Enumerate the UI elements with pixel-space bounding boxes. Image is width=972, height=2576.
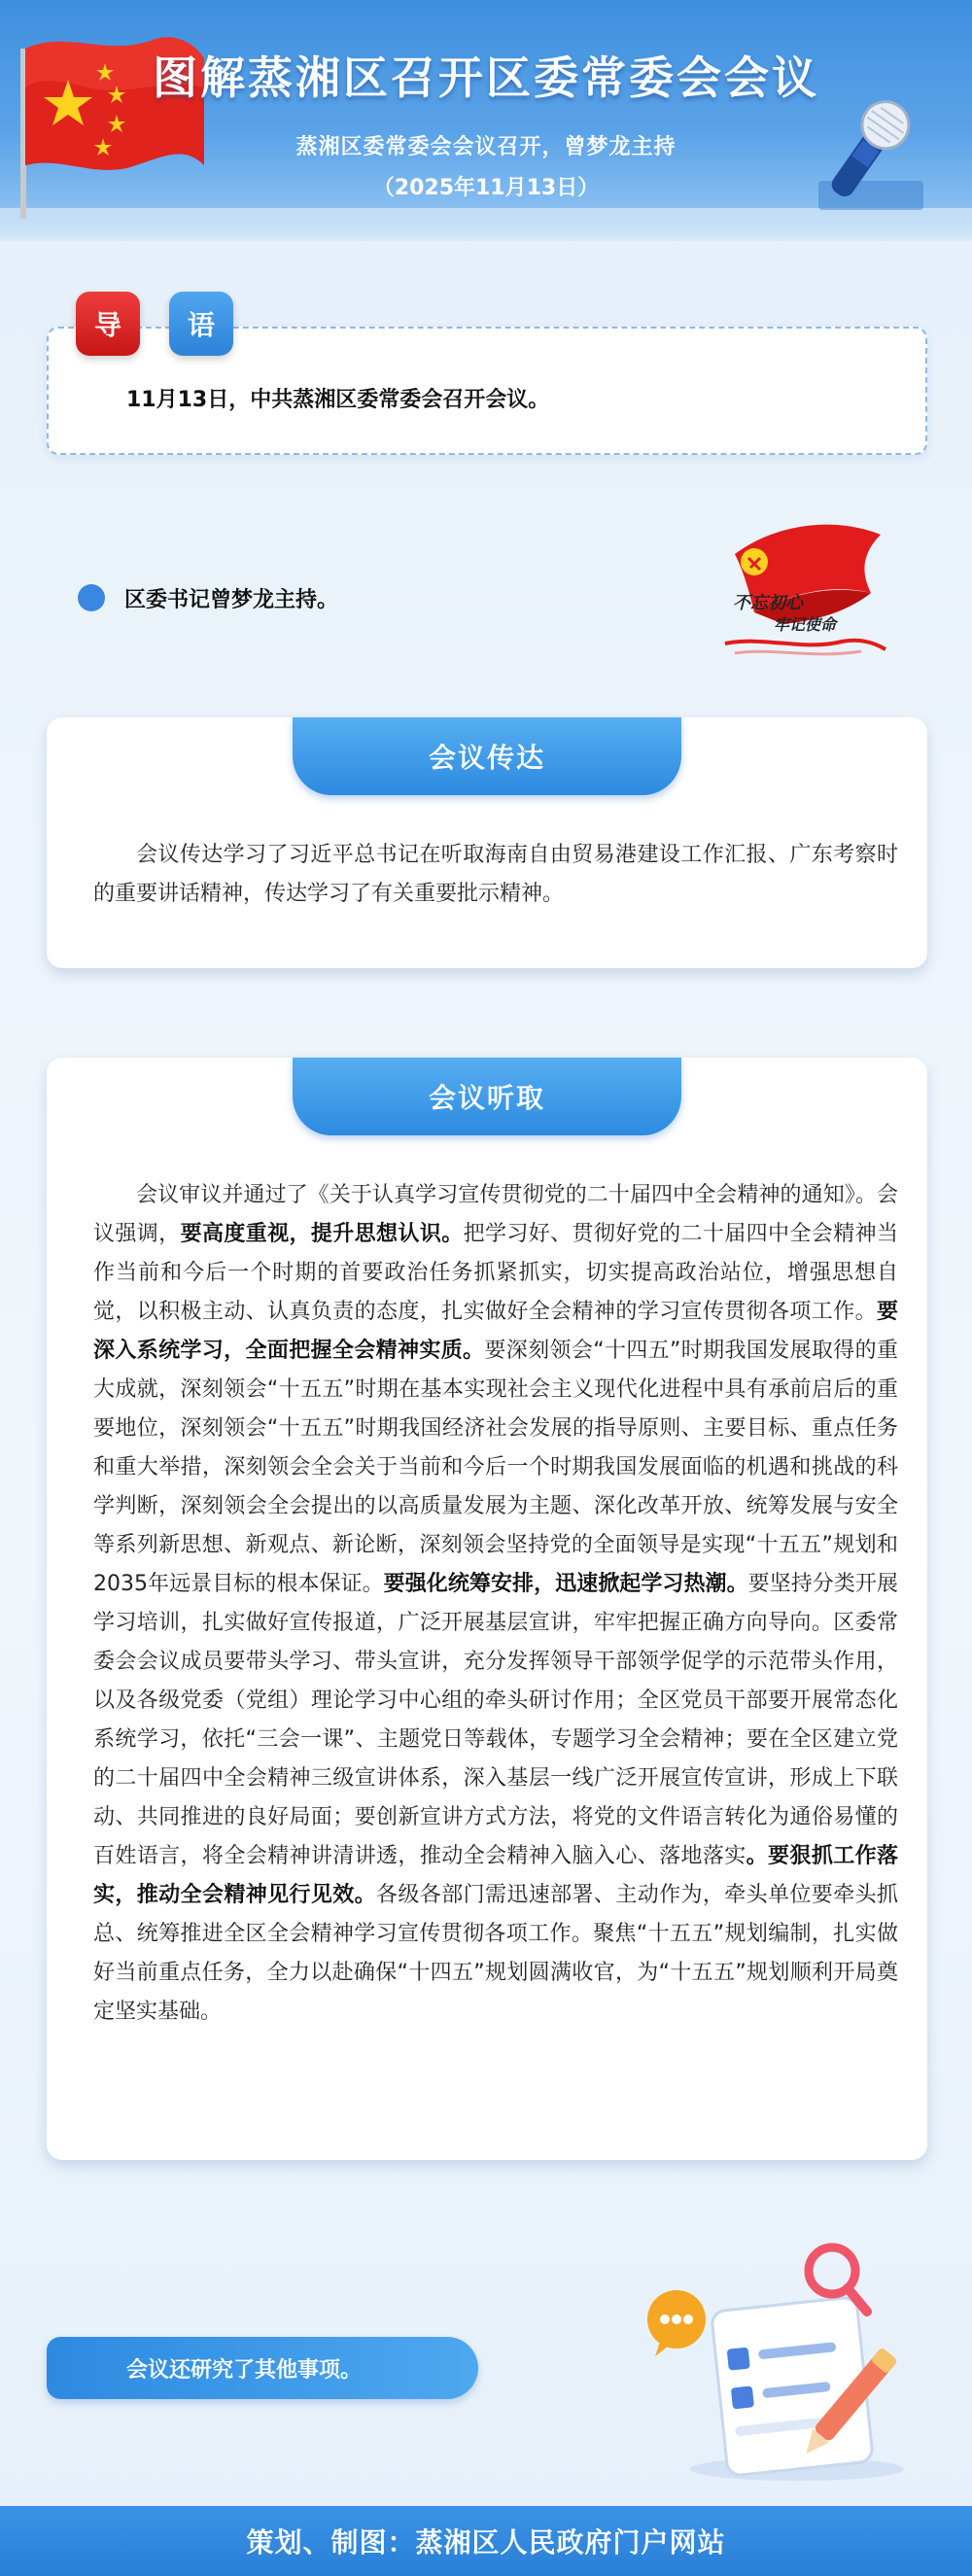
intro-tab-dao: 导 [76, 292, 140, 356]
other-matters-pill: 会议还研究了其他事项。 [47, 2337, 478, 2399]
host-text: 区委书记曾梦龙主持。 [124, 588, 339, 612]
hearing-text-4: 要坚持分类开展学习培训，扎实做好宣传报道，广泛开展基层宣讲，牢牢把握正确方向导向。区委常委会会议成员要带头学习、带头宣讲，充分发挥领导干部领学促学的示范带头作用，以及各级党委（党组）理论学习中心组的牵头研讨作用；全区党员干部要开展常态化系统学习，依托“三会一课”、主题党日等载体，专题学习全会精神；要在全区建立党的二十届四中全会精神三级宣讲体系，深入基层一线广泛开展宣传宣讲，形成上下联动、共同推进的良好局面；要创新宣讲方式方法，将党的文件语言转化为通俗易懂的百姓语言，将全会精神讲清讲透，推动全会精神入脑入心、落地落实 [93, 1572, 898, 1868]
hearing-bold-3: 要强化统筹安排，迅速掀起学习热潮。 [383, 1572, 748, 1596]
header-banner [0, 0, 972, 241]
hearing-text-5: 各级各部门需迅速部署、主动作为，牵头单位要牵头抓总、统筹推进全区全会精神学习宣传贯彻各项工作。聚焦“十五五”规划编制，扎实做好当前重点任务，全力以赴确保“十四五”规划圆满收官，为“十五五”规划顺利开局奠定坚实基础。 [93, 1883, 898, 2024]
hearing-text-2: 把学习好、贯彻好党的二十届四中全会精神当作当前和今后一个时期的首要政治任务抓紧抓实，切实提高政治站位，增强思想自觉，以积极主动、认真负责的态度，扎实做好全会精神的学习宣传贯彻各项工作。 [93, 1222, 898, 1324]
page-subtitle: 蒸湘区委常委会会议召开，曾梦龙主持 [295, 135, 677, 159]
intro-text: 11月13日，中共蒸湘区委常委会召开会议。 [126, 388, 550, 412]
emblem-text-2: 牢记使命 [774, 615, 837, 634]
section-body-transmission: 会议传达学习了习近平总书记在听取海南自由贸易港建设工作汇报、广东考察时的重要讲话精神，传达学习了有关重要批示精神。 [93, 843, 898, 906]
section-body-hearing [93, 1176, 898, 2032]
intro-tab-yu: 语 [169, 292, 233, 356]
hearing-text-3: 要深刻领会“十四五”时期我国发展取得的重大成就，深刻领会“十五五”时期在基本实现社会主义现代化进程中具有承前启后的重要地位，深刻领会“十五五”时期我国经济社会发展的指导原则、主要目标、重点任务和重大举措，深刻领会全会关于当前和今后一个时期我国发展面临的机遇和挑战的科学判断，深刻领会全会提出的以高质量发展为主题、深化改革开放、统筹发展与安全等系列新思想、新观点、新论断，深刻领会坚持党的全面领导是实现“十五五”规划和2035年远景目标的根本保证。 [93, 1339, 898, 1596]
section-heading-transmission: 会议传达 [293, 717, 681, 795]
bullet-dot [78, 584, 105, 611]
hearing-bold-1: 要高度重视，提升思想认识。 [180, 1222, 464, 1246]
clipboard-checklist-icon [642, 2236, 914, 2489]
hearing-bold-2: 要深入系统学习，全面把握全会精神实质。 [93, 1300, 898, 1363]
party-emblem-ribbon-icon [715, 515, 890, 661]
page-title: 图解蒸湘区召开区委常委会会议 [153, 52, 819, 104]
emblem-text-1: 不忘初心 [733, 593, 803, 613]
page-date: （2025年11月13日） [372, 176, 600, 200]
section-card-hearing [47, 1058, 927, 2160]
section-heading-hearing: 会议听取 [293, 1058, 681, 1135]
footer-credit: 策划、制图：蒸湘区人民政府门户网站 [0, 2506, 972, 2576]
hearing-bold-4: 。要狠抓工作落实，推动全会精神见行见效。 [93, 1844, 898, 1907]
hearing-text-1: 会议审议并通过了《关于认真学习宣传贯彻党的二十届四中全会精神的通知》。会议强调， [93, 1183, 898, 1246]
section-card-transmission [47, 717, 927, 968]
